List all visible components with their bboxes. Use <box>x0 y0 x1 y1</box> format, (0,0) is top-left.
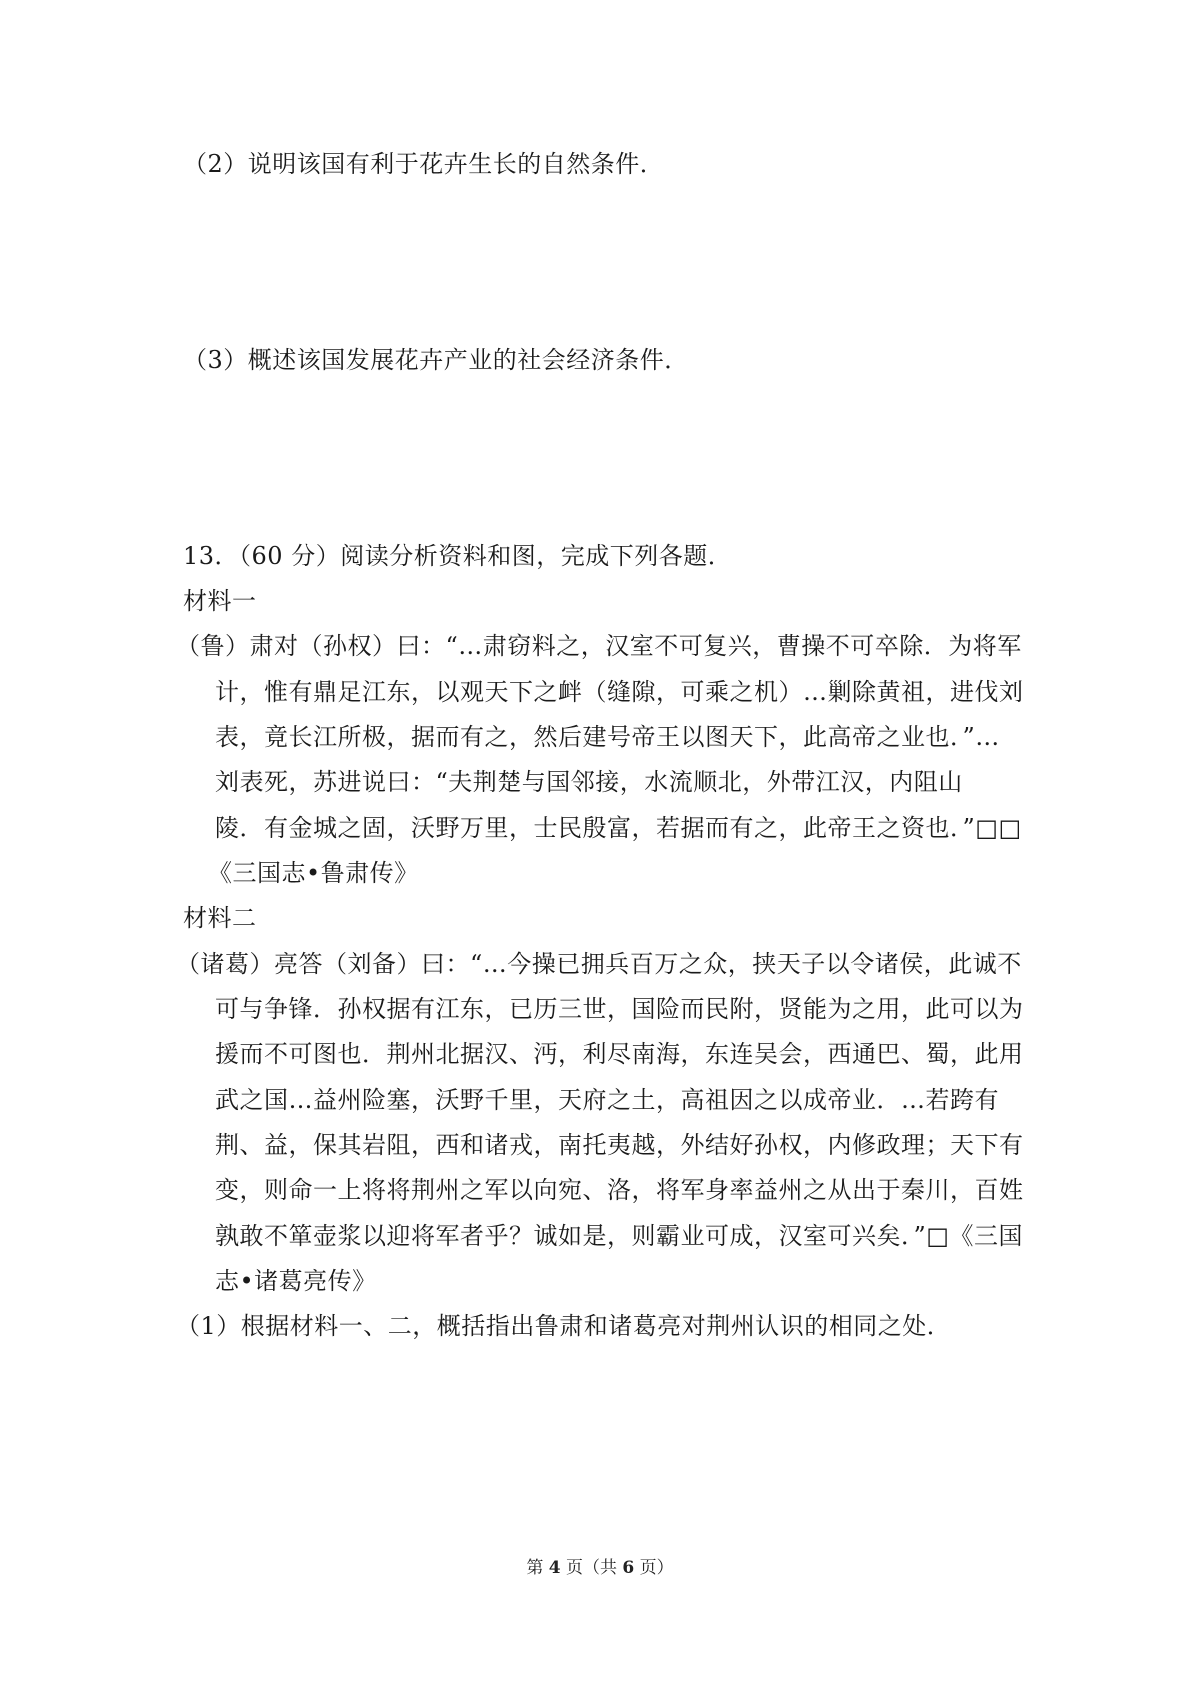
material-2-line: 武之国…益州险塞，沃野千里，天府之土，高祖因之以成帝业．…若跨有 <box>215 1086 999 1114</box>
material-2-line: 援而不可图也．荆州北据汉、沔，利尽南海，东连吴会，西通巴、蜀，此用 <box>215 1040 1024 1068</box>
material-2-title: 材料二 <box>183 904 257 932</box>
material-1-title: 材料一 <box>183 587 257 615</box>
page-footer <box>0 1556 1200 1580</box>
material-2-line: 荆、益，保其岩阻，西和诸戎，南托夷越，外结好孙权，内修政理；天下有 <box>215 1131 1024 1159</box>
material-2-source: 志•诸葛亮传》 <box>215 1267 377 1295</box>
material-2-line: （诸葛）亮答（刘备）曰：“…今操已拥兵百万之众，挟天子以令诸侯，此诚不 <box>176 950 1022 978</box>
footer-total-pages: 6 <box>622 1558 635 1578</box>
material-1-line: （鲁）肃对（孙权）曰：“…肃窃料之，汉室不可复兴，曹操不可卒除．为将军 <box>176 632 1022 660</box>
material-2-line: 变，则命一上将将荆州之军以向宛、洛，将军身率益州之从出于秦川，百姓 <box>215 1176 1024 1204</box>
footer-prefix: 第 <box>526 1558 544 1578</box>
question-13-sub-1: （1）根据材料一、二，概括指出鲁肃和诸葛亮对荆州认识的相同之处． <box>176 1312 952 1340</box>
question-12-part-3: （3）概述该国发展花卉产业的社会经济条件． <box>183 346 689 374</box>
question-13-header: 13．（60 分）阅读分析资料和图，完成下列各题． <box>183 542 733 570</box>
material-1-line: 计，惟有鼎足江东，以观天下之衅（缝隙，可乘之机）…剿除黄祖，进伐刘 <box>215 678 1024 706</box>
footer-page-number: 4 <box>548 1558 561 1578</box>
footer-middle: 页（共 <box>566 1558 617 1578</box>
material-1-line: 刘表死，苏进说曰：“夫荆楚与国邻接，水流顺北，外带江汉，内阻山 <box>215 768 963 796</box>
material-2-line: 可与争锋．孙权据有江东，已历三世，国险而民附，贤能为之用，此可以为 <box>215 995 1024 1023</box>
material-1-source: 《三国志•鲁肃传》 <box>208 859 419 887</box>
material-1-line: 表，竟长江所极，据而有之，然后建号帝王以图天下，此高帝之业也．”… <box>215 723 1000 751</box>
question-12-part-2: （2）说明该国有利于花卉生长的自然条件． <box>183 150 665 178</box>
footer-suffix: 页） <box>639 1558 674 1578</box>
material-1-line: 陵．有金城之固，沃野万里，士民殷富，若据而有之，此帝王之资也．”□□ <box>215 814 1022 842</box>
material-2-line: 孰敢不箪壶浆以迎将军者乎？诚如是，则霸业可成，汉室可兴矣．”□《三国 <box>215 1222 1023 1250</box>
